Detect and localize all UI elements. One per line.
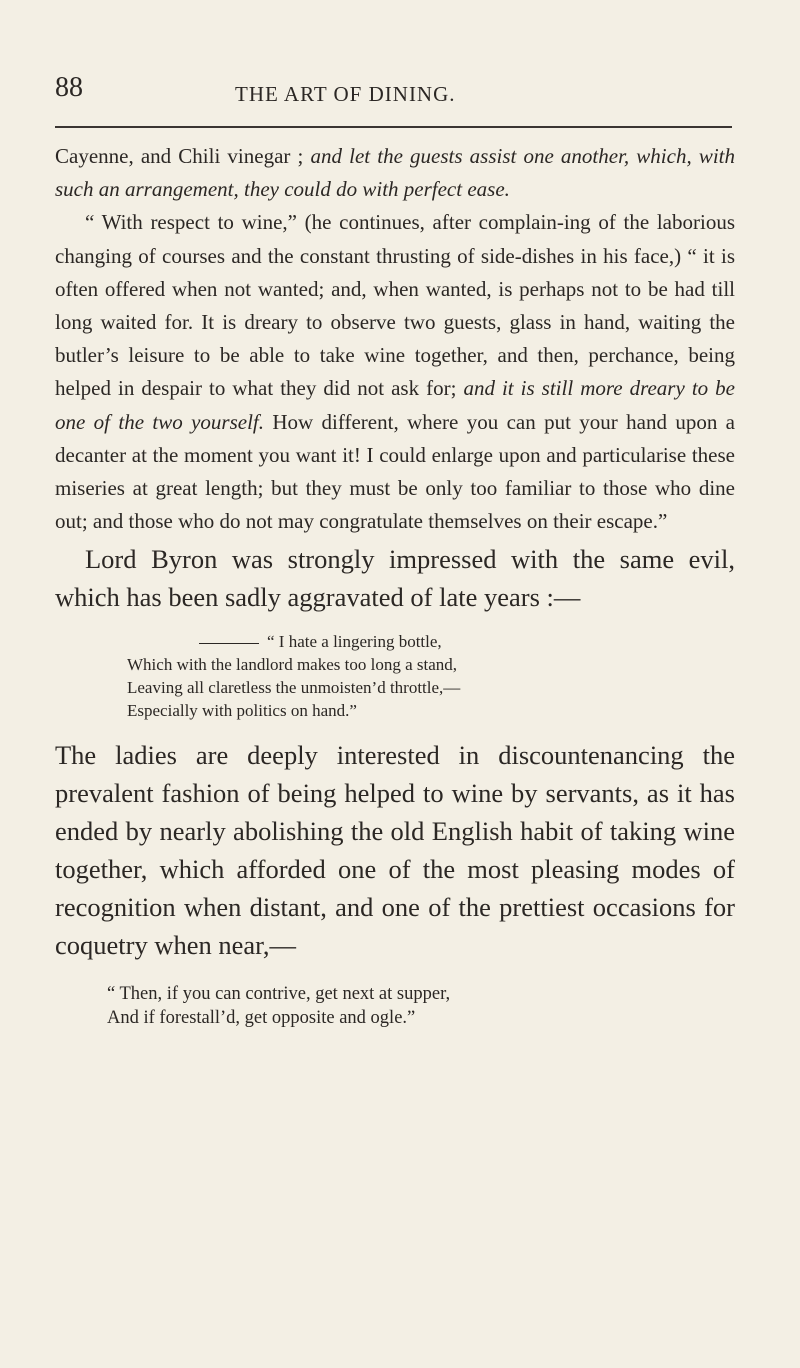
- verse-2-line: And if forestall’d, get opposite and ogle.”: [107, 1008, 416, 1029]
- running-title: THE ART OF DINING.: [235, 82, 456, 106]
- page-number: 88: [55, 72, 83, 103]
- paragraph-2: [55, 206, 735, 538]
- header-rule: [55, 126, 732, 128]
- verse-1-line-1-text: “ I hate a lingering bottle,: [267, 632, 442, 652]
- paragraph-2-italic: and it is still more dreary to be one of the two yourself.: [55, 376, 735, 434]
- page-body: [55, 140, 735, 1044]
- em-dash-rule: [199, 643, 259, 644]
- paragraph-3: Lord Byron was strongly impressed with the same evil, which has been sadly aggravated of late years :—: [55, 544, 735, 613]
- verse-1-line: Especially with politics on hand.”: [127, 701, 357, 721]
- verse-1-line: [199, 630, 735, 653]
- verse-1-line: Leaving all claretless the unmoisten’d throttle,—: [127, 678, 461, 698]
- page-header: [55, 72, 735, 112]
- verse-1-line: Which with the landlord makes too long a stand,: [127, 655, 458, 675]
- paragraph-1-italic: and let the guests assist one another, which, with such an arrangement, they could do with perfect ease.: [55, 144, 735, 202]
- paragraph-2-text-a: “ With respect to wine,” (he continues, after complain-ing of the laborious changing of courses and the constant thrusting of side-dishes in his face,) “ it is often offered when not wanted; and, when wanted, is perhaps not to be had till long waited for. It is dreary to observe two guests, glass in hand, waiting the butler’s leisure to be able to take wine together, and then, perchance, being helped in despair to what they did not ask for;: [55, 210, 735, 401]
- paragraph-4: The ladies are deeply interested in discountenancing the prevalent fashion of being helped to wine by servants, as it has ended by nearly abolishing the old English habit of taking wine together, which afforded one of the most pleasing modes of recognition when distant, and one of the prettiest occasions for coquetry when near,—: [55, 740, 735, 961]
- paragraph-1: [55, 140, 735, 206]
- verse-2-line: “ Then, if you can contrive, get next at supper,: [107, 984, 451, 1005]
- paragraph-2-text-c: How different, where you can put your hand upon a decanter at the moment you want it! I could enlarge upon and particularise these miseries at great length; but they must be only too familiar to those who dine out; and those who do not may congratulate themselves on their escape.”: [55, 409, 735, 534]
- verse-quote-1: [127, 630, 735, 722]
- paragraph-1-text: Cayenne, and Chili vinegar ;: [55, 144, 311, 168]
- verse-quote-2: [107, 982, 735, 1030]
